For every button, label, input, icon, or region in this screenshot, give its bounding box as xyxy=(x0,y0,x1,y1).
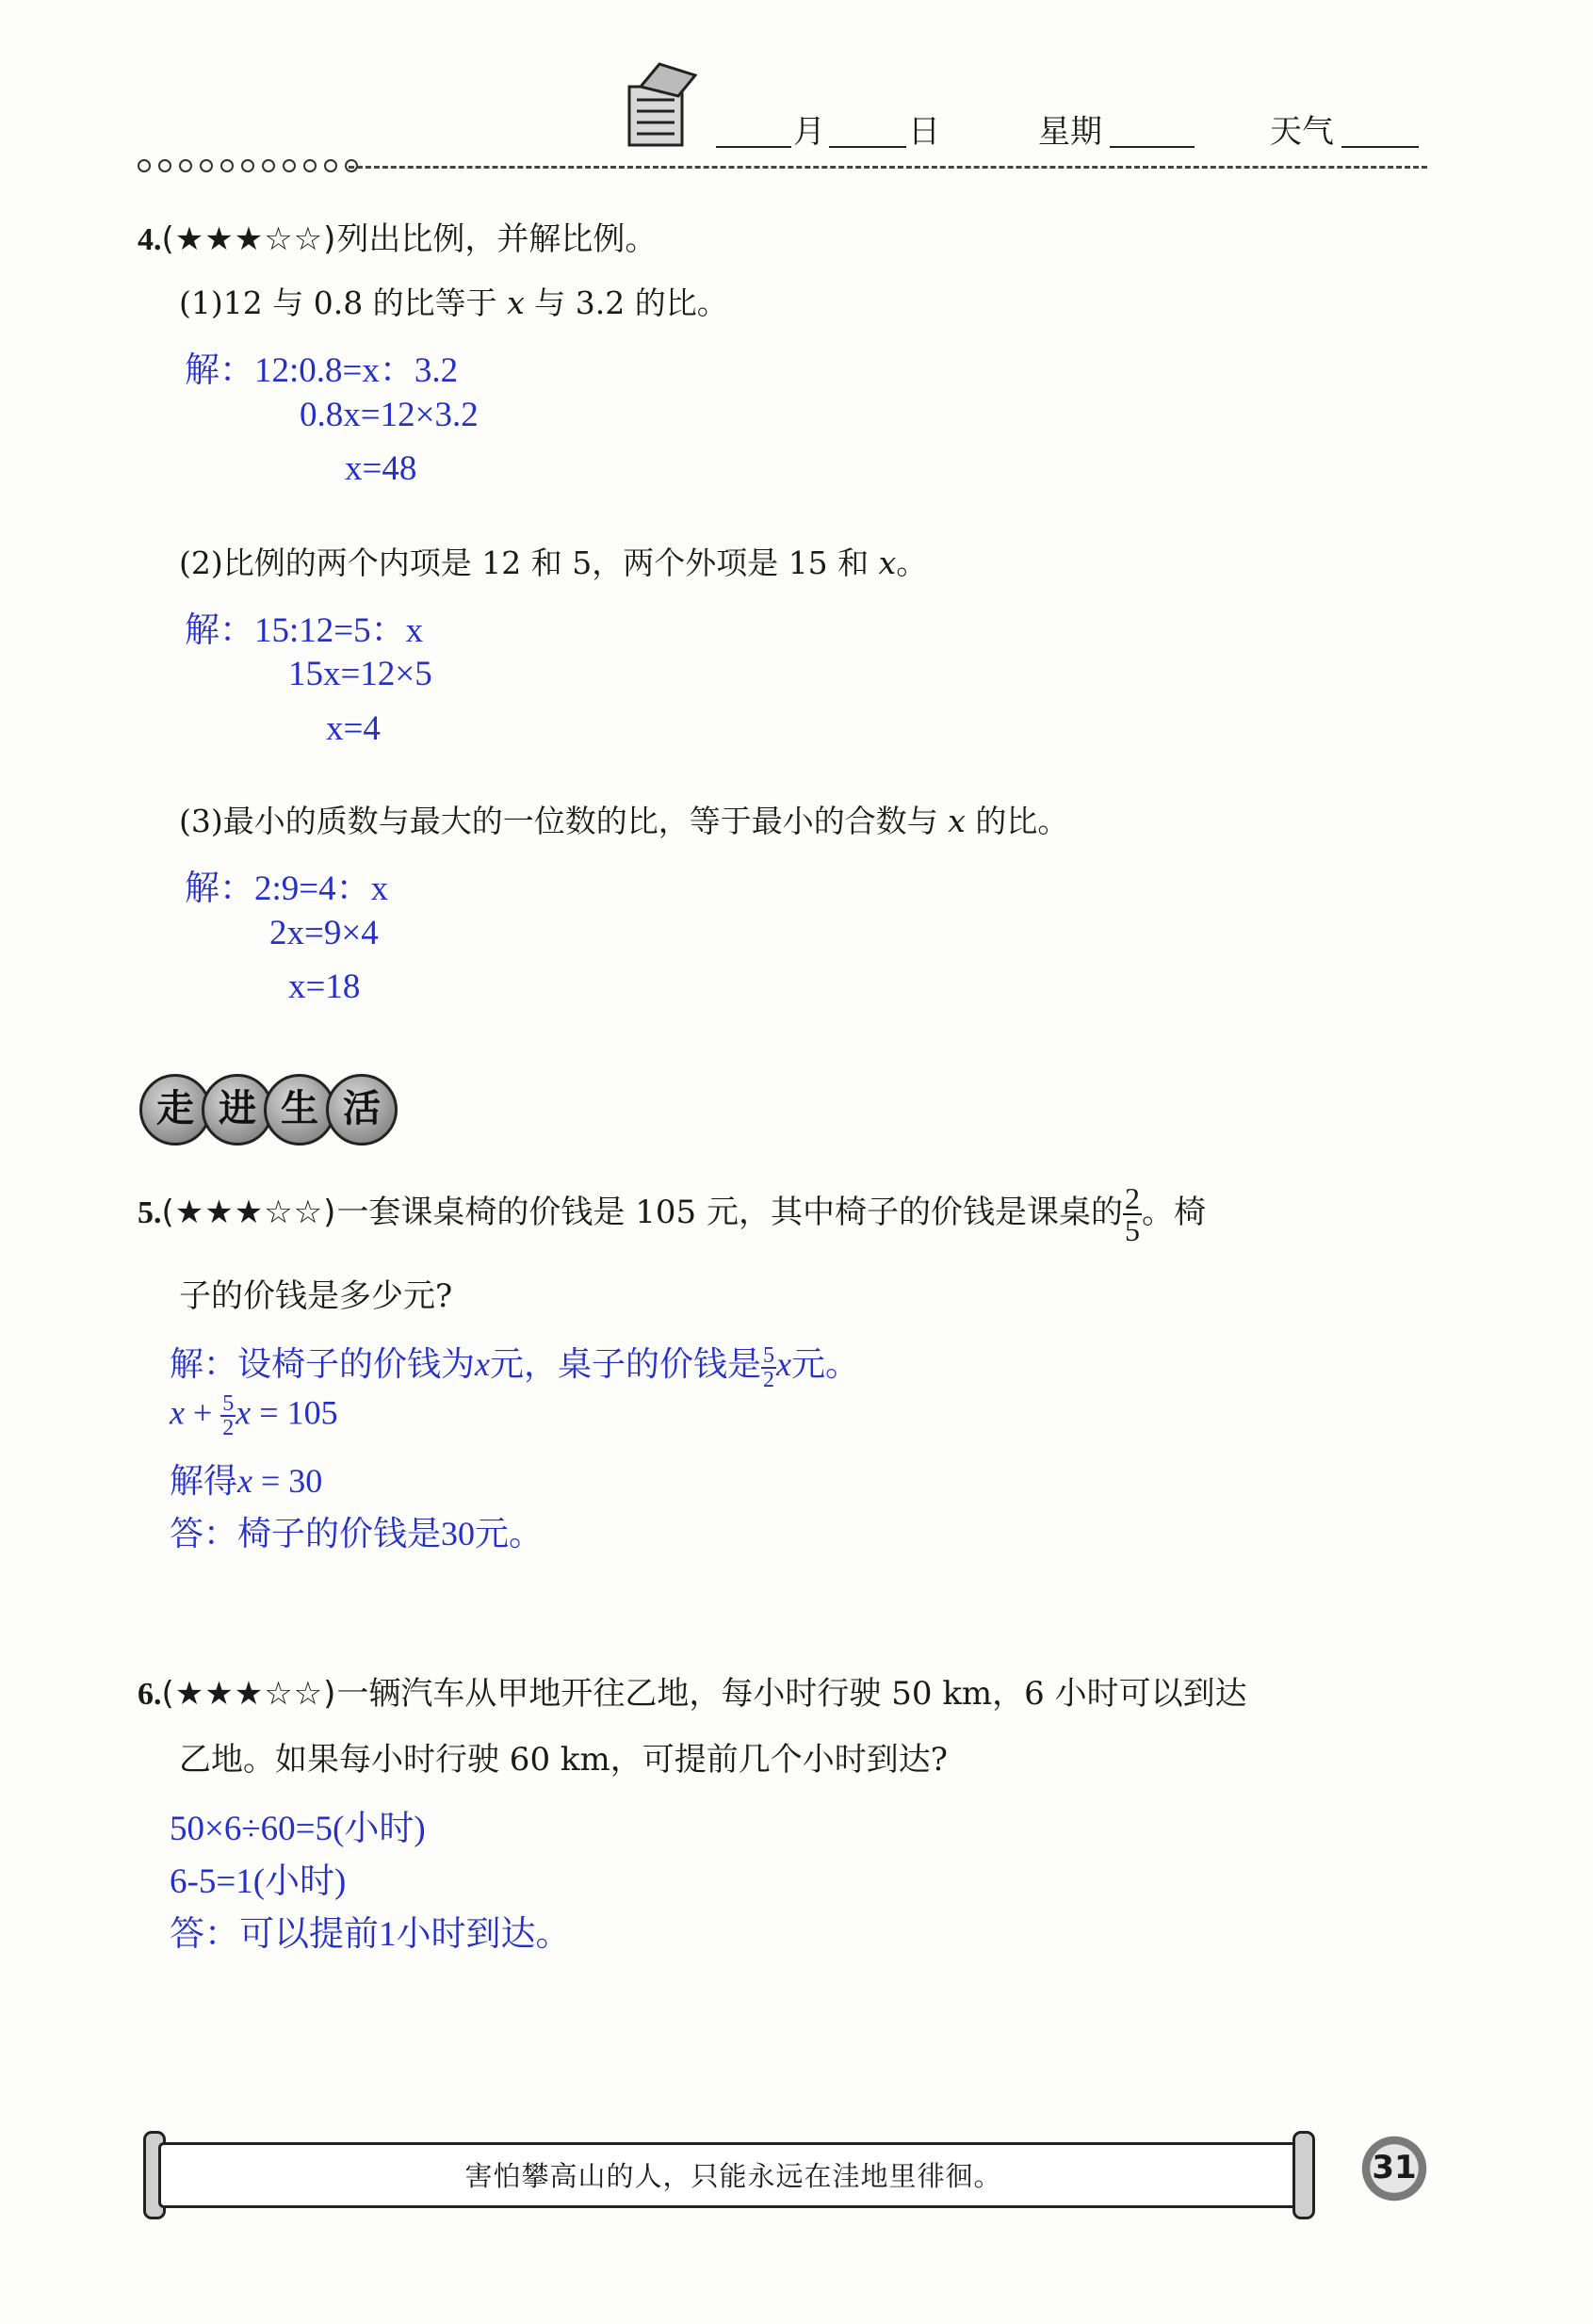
header-dashed-divider xyxy=(349,166,1427,169)
day-blank[interactable] xyxy=(829,146,906,148)
footer-motto: 害怕攀高山的人，只能永远在洼地里徘徊。 xyxy=(464,2160,1002,2192)
q4-prompt: 列出比例，并解比例。 xyxy=(336,220,658,258)
q6-answer-line1: 50×6÷60=5(小时) xyxy=(170,1810,426,1848)
weekday-label: 星期 xyxy=(1038,113,1102,151)
q5-answer-final: 答：椅子的价钱是30元。 xyxy=(170,1515,544,1552)
q5-answer-equation: x + $\frac{5}{2}$ x = 105 xyxy=(170,1391,338,1440)
section-char-1: 走 xyxy=(139,1074,211,1146)
q5-answer-setup: 解：设椅子的价钱为x元，桌子的价钱是 $\frac{5}{2}$ x元。 xyxy=(170,1342,860,1392)
weekday-blank[interactable] xyxy=(1110,146,1195,148)
q5-difficulty-stars: (★★★☆☆) xyxy=(161,1194,337,1231)
q5-equation-fraction: $\frac{5}{2}$ xyxy=(222,1391,235,1440)
q6-answer-final: 答：可以提前1小时到达。 xyxy=(170,1915,571,1954)
q4-part1-answer-line3: x=48 xyxy=(345,449,417,488)
q4-part1-question: (1)12 与 0.8 的比等于 x 与 3.2 的比。 xyxy=(179,284,728,321)
q4-part3-question: (3)最小的质数与最大的一位数的比，等于最小的合数与 x 的比。 xyxy=(179,803,1069,839)
q5-answer-fraction: $\frac{5}{2}$ xyxy=(763,1342,775,1392)
q4-part3-answer-line1: 解：2:9=4：x xyxy=(185,869,389,908)
q4-title xyxy=(138,213,657,259)
header-dots-divider xyxy=(138,158,366,176)
weather-blank[interactable] xyxy=(1341,146,1419,148)
q4-part2-answer-line3: x=4 xyxy=(326,709,381,748)
header-notebook-icon xyxy=(622,58,697,149)
section-char-2: 进 xyxy=(202,1074,273,1146)
q4-number: 4. xyxy=(138,222,162,257)
month-blank[interactable] xyxy=(716,146,791,148)
weather-label: 天气 xyxy=(1270,113,1334,151)
q5-number: 5. xyxy=(138,1195,162,1230)
q5-line1: 5.(★★★☆☆)一套课桌椅的价钱是 105 元，其中椅子的价钱是课桌的 $\frac{2}{5}$ 。椅 xyxy=(138,1181,1206,1247)
q6-difficulty-stars: (★★★☆☆) xyxy=(161,1675,337,1713)
q4-part2-question: (2)比例的两个内项是 12 和 5，两个外项是 15 和 x。 xyxy=(179,544,928,581)
q5-line2: 子的价钱是多少元? xyxy=(179,1277,453,1315)
q6-number: 6. xyxy=(138,1677,162,1712)
q4-part3-answer-line2: 2x=9×4 xyxy=(269,914,379,952)
q4-part1-answer-line2: 0.8x=12×3.2 xyxy=(300,396,479,434)
q5-answer-solution: 解得x = 30 xyxy=(170,1462,323,1500)
section-char-4: 活 xyxy=(326,1074,398,1146)
month-label: 月 xyxy=(793,113,825,151)
q6-answer-line2: 6-5=1(小时) xyxy=(170,1862,347,1901)
q6-line2: 乙地。如果每小时行驶 60 km，可提前几个小时到达? xyxy=(179,1741,948,1779)
q4-part2-answer-line1: 解：15:12=5：x xyxy=(185,611,424,650)
section-badge-life xyxy=(139,1074,403,1147)
section-char-3: 生 xyxy=(264,1074,335,1146)
q4-part2-answer-line2: 15x=12×5 xyxy=(288,655,432,693)
q6-line1: 6.(★★★☆☆)一辆汽车从甲地开往乙地，每小时行驶 50 km，6 小时可以到达 xyxy=(138,1675,1247,1713)
q4-difficulty-stars: (★★★☆☆) xyxy=(161,220,337,258)
q4-part1-answer-line1: 解：12:0.8=x：3.2 xyxy=(185,351,459,390)
q5-fraction: $\frac{2}{5}$ xyxy=(1124,1181,1140,1247)
q4-part3-answer-line3: x=18 xyxy=(288,967,361,1006)
day-label: 日 xyxy=(908,113,940,151)
page-number: 31 xyxy=(1372,2149,1417,2186)
